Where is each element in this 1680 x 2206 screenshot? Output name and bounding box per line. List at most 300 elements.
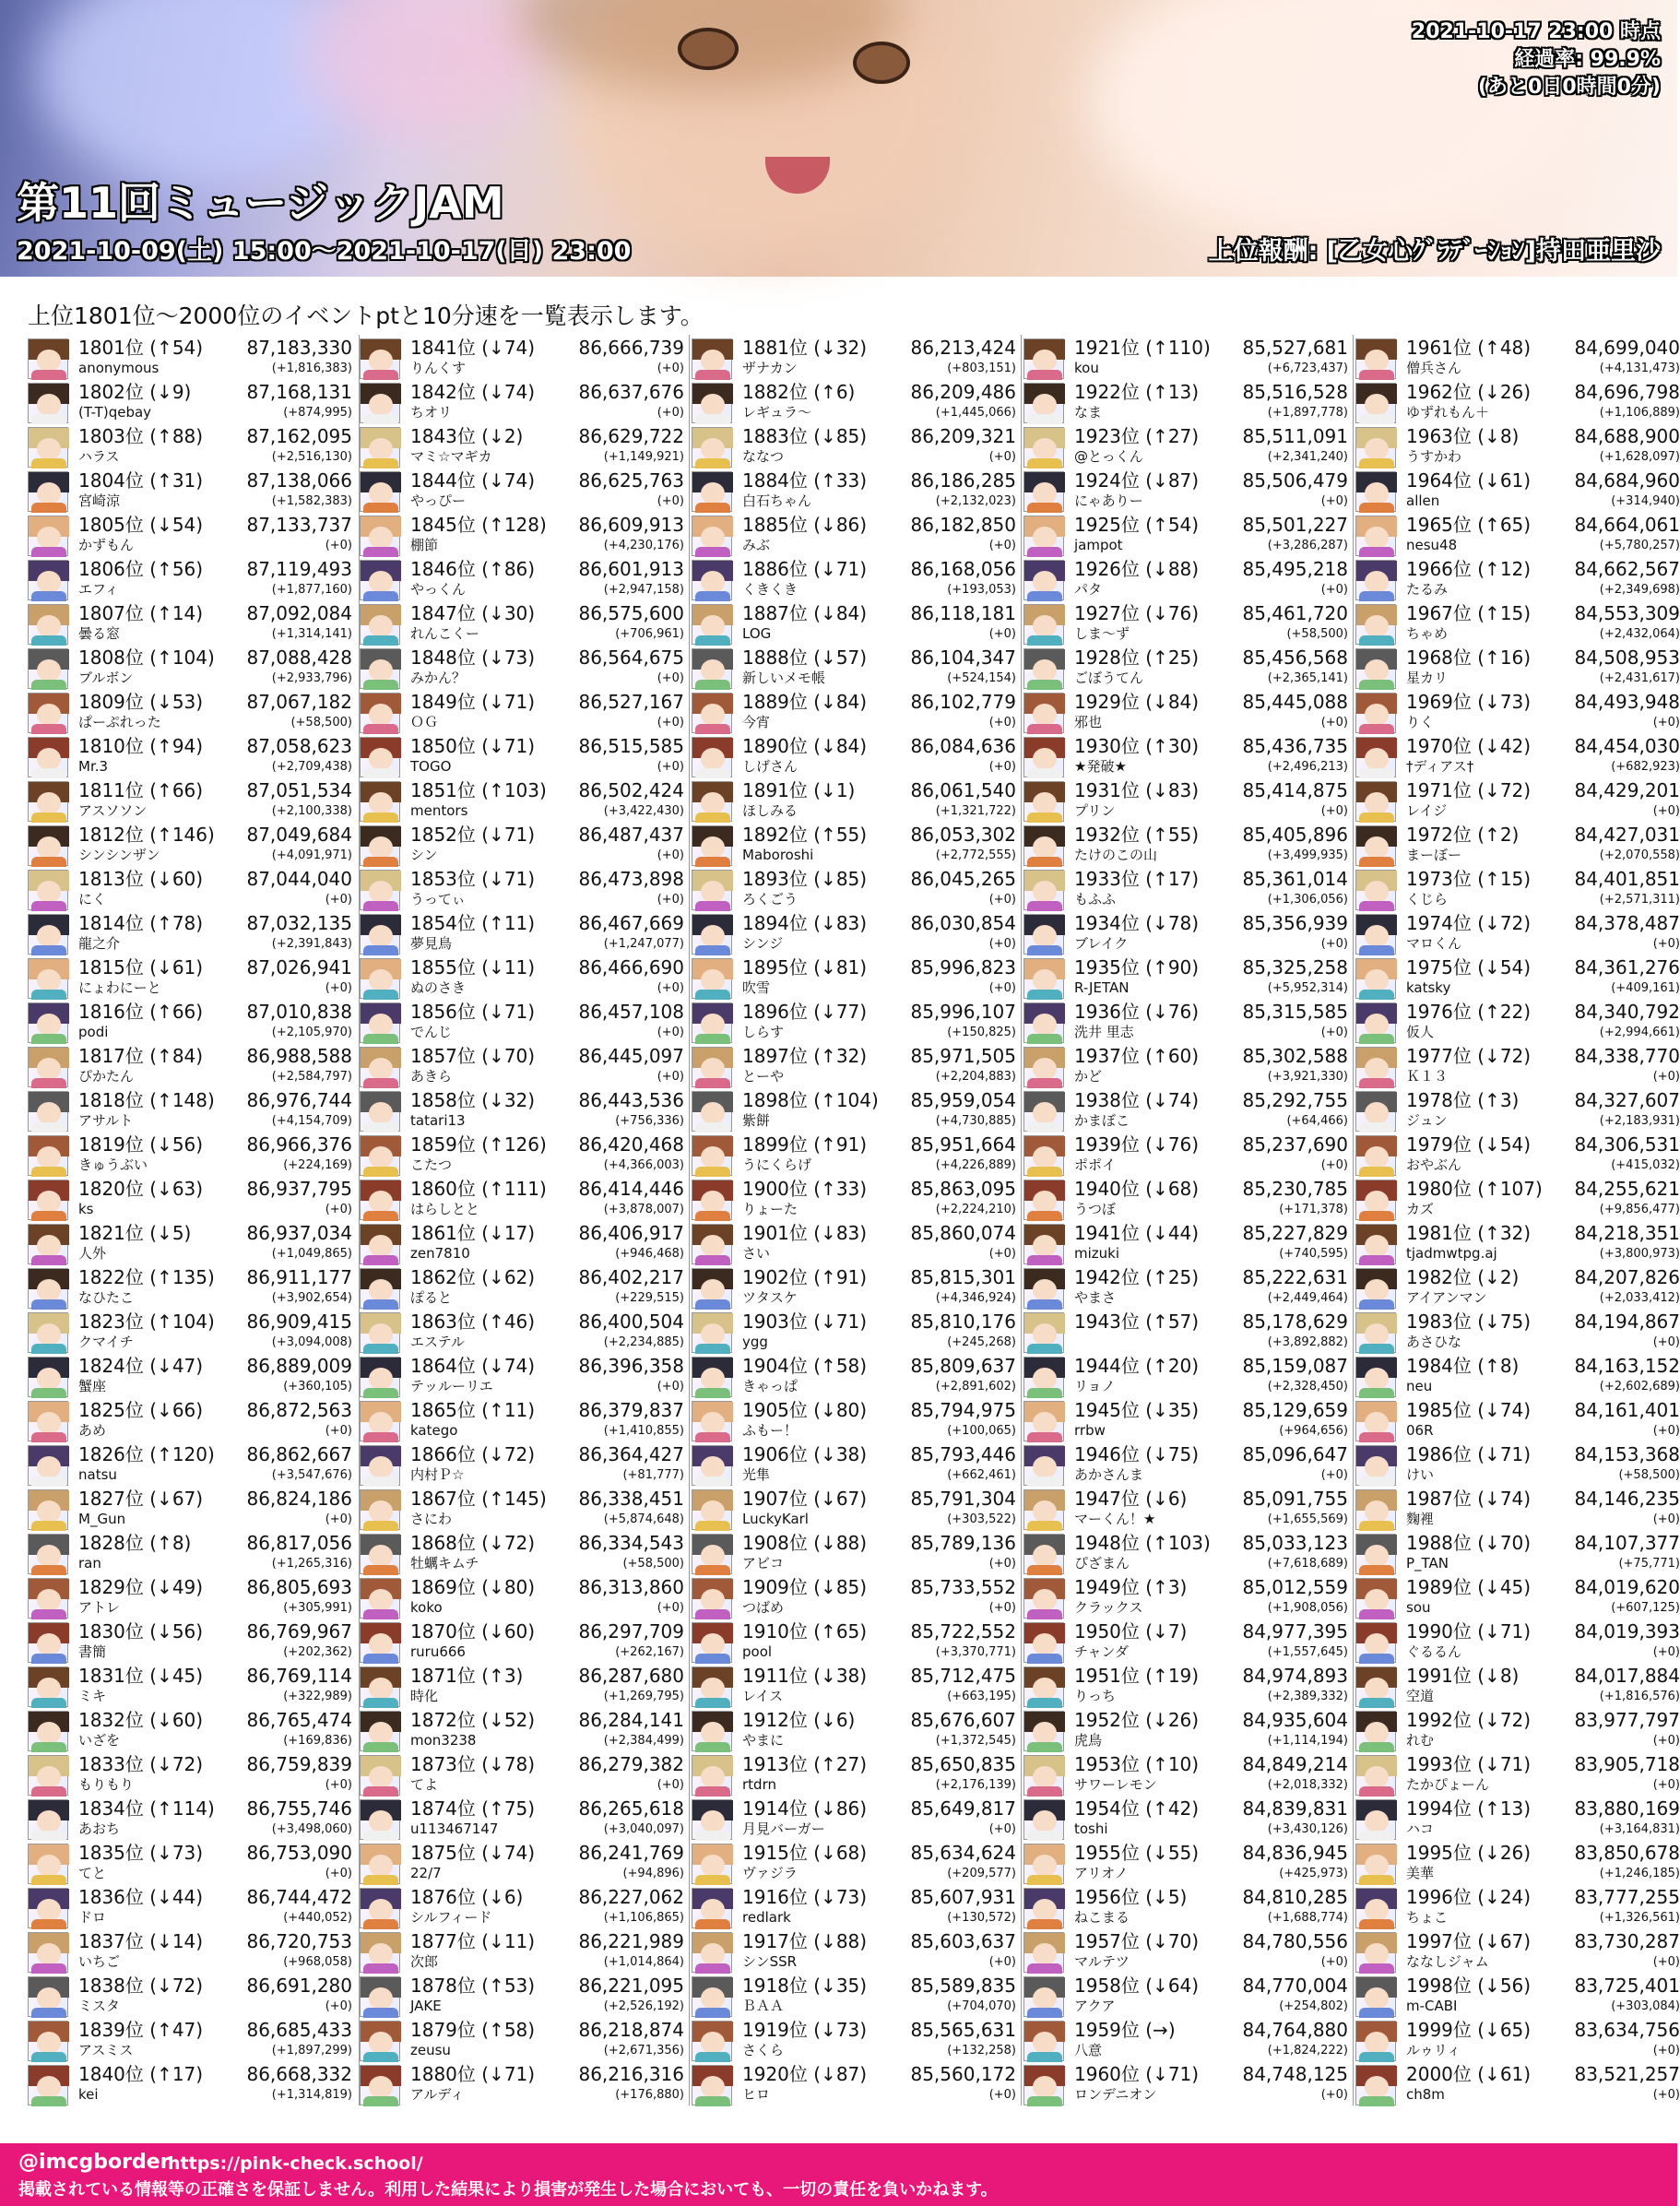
event-points: 85,527,681	[1242, 337, 1348, 359]
producer-name: アスミス	[78, 2042, 134, 2058]
ten-minute-speed: (+2,176,139)	[935, 1778, 1016, 1792]
rank-label: 1915位 (↓68)	[742, 1842, 868, 1864]
idol-face	[369, 1943, 393, 1965]
ranking-row	[1023, 1707, 1348, 1751]
rank-label: 1843位 (↓2)	[410, 425, 524, 447]
idol-face	[1365, 1855, 1389, 1877]
rank-label: 1943位 (↑57)	[1074, 1311, 1200, 1333]
producer-name: ぱーぷれった	[78, 714, 161, 730]
idol-face	[701, 1678, 725, 1700]
idol-face	[1033, 1943, 1057, 1965]
ten-minute-speed: (+0)	[1652, 1734, 1680, 1748]
ranking-row	[1355, 1176, 1680, 1220]
ranking-row	[692, 1707, 1016, 1751]
ten-minute-speed: (+0)	[988, 450, 1016, 464]
producer-name: リョノ	[1074, 1378, 1116, 1394]
rank-label: 1952位 (↓26)	[1074, 1709, 1200, 1731]
producer-name: クマイチ	[78, 1334, 134, 1350]
rank-label: 1959位 (→)	[1074, 2019, 1176, 2041]
producer-name: 麴裡	[1406, 1511, 1435, 1527]
rank-label: 1838位 (↓72)	[78, 1975, 204, 1997]
idol-face	[701, 704, 725, 726]
idol-icon	[360, 1357, 400, 1397]
ranking-row	[360, 999, 684, 1043]
ranking-row	[692, 822, 1016, 866]
idol-outfit	[31, 2096, 66, 2106]
event-points: 85,405,896	[1242, 824, 1348, 846]
rank-label: 1992位 (↓72)	[1406, 1709, 1532, 1731]
producer-name: りょーた	[742, 1201, 799, 1217]
producer-name: ザナカン	[742, 360, 798, 376]
event-points: 83,777,255	[1574, 1886, 1680, 1908]
idol-face	[369, 1412, 393, 1434]
disclaimer: 掲載されている情報等の正確さを保証しません。利用した結果により損害が発生した場合においても、一切の責任を負いかねます。	[18, 2180, 998, 2200]
idol-outfit	[363, 2096, 398, 2106]
ranking-row	[1355, 1264, 1680, 1309]
rank-label: 1958位 (↓64)	[1074, 1975, 1200, 1997]
event-points: 86,755,746	[246, 1797, 352, 1820]
ten-minute-speed: (+0)	[1320, 804, 1348, 818]
rank-label: 1921位 (↑110)	[1074, 337, 1211, 359]
rank-label: 1831位 (↓45)	[78, 1665, 204, 1687]
rank-label: 1922位 (↑13)	[1074, 381, 1200, 403]
ten-minute-speed: (+0)	[988, 981, 1016, 995]
producer-name: サワーレモン	[1074, 1776, 1157, 1793]
producer-name: 牡蠣キムチ	[410, 1555, 479, 1571]
event-points: 84,839,831	[1242, 1797, 1348, 1820]
idol-face	[1033, 659, 1057, 682]
producer-name: †ディアス†	[1406, 758, 1474, 775]
ranking-row	[692, 1840, 1016, 1884]
producer-name: りっち	[1074, 1688, 1117, 1704]
event-points: 84,107,377	[1574, 1532, 1680, 1554]
idol-face	[701, 1589, 725, 1611]
idol-icon	[1023, 1534, 1064, 1574]
ten-minute-speed: (+169,836)	[283, 1734, 352, 1748]
idol-face	[1033, 969, 1057, 991]
rank-label: 1807位 (↑14)	[78, 602, 204, 624]
idol-icon	[1023, 1489, 1064, 1530]
idol-icon	[360, 737, 400, 777]
idol-icon	[360, 1002, 400, 1043]
ten-minute-speed: (+2,602,689)	[1599, 1380, 1680, 1394]
idol-icon	[360, 338, 400, 379]
rank-label: 1847位 (↓30)	[410, 602, 536, 624]
ten-minute-speed: (+1,247,077)	[603, 937, 684, 951]
producer-name: テッルーリエ	[410, 1378, 493, 1394]
idol-icon	[692, 427, 732, 468]
event-points: 84,553,309	[1574, 602, 1680, 624]
event-points: 86,061,540	[910, 779, 1016, 801]
idol-icon	[1023, 958, 1064, 999]
idol-icon	[360, 1135, 400, 1176]
ten-minute-speed: (+0)	[1652, 716, 1680, 729]
ranking-row	[692, 556, 1016, 600]
ranking-row	[1355, 423, 1680, 468]
rank-label: 1935位 (↑90)	[1074, 956, 1200, 978]
ten-minute-speed: (+0)	[325, 1867, 352, 1880]
producer-name: 06R	[1406, 1422, 1434, 1439]
ten-minute-speed: (+58,500)	[1286, 627, 1348, 641]
idol-face	[37, 2032, 61, 2054]
rank-label: 1998位 (↓56)	[1406, 1975, 1532, 1997]
ten-minute-speed: (+2,033,412)	[1599, 1291, 1680, 1305]
idol-icon	[28, 1268, 68, 1309]
ranking-row	[28, 1530, 352, 1574]
event-points: 86,364,427	[578, 1443, 684, 1465]
producer-name: いちご	[78, 1953, 121, 1970]
producer-name: 八意	[1074, 2042, 1103, 2058]
idol-face	[37, 1279, 61, 1301]
rank-label: 1902位 (↑91)	[742, 1266, 868, 1288]
event-points: 87,067,182	[246, 691, 352, 713]
rank-label: 1801位 (↑54)	[78, 337, 204, 359]
timestamp-block	[1412, 18, 1661, 101]
idol-icon	[1023, 1445, 1064, 1486]
ranking-row	[28, 1486, 352, 1530]
ranking-row	[1023, 1663, 1348, 1707]
idol-icon	[692, 2065, 732, 2105]
rank-label: 1957位 (↓70)	[1074, 1930, 1200, 1952]
ten-minute-speed: (+1,372,545)	[935, 1734, 1016, 1748]
ten-minute-speed: (+0)	[1652, 1645, 1680, 1659]
event-points: 86,186,285	[910, 469, 1016, 492]
idol-icon	[28, 1002, 68, 1043]
event-points: 86,872,563	[246, 1399, 352, 1421]
idol-face	[1365, 969, 1389, 991]
event-points: 84,780,556	[1242, 1930, 1348, 1952]
idol-icon	[1355, 1711, 1396, 1751]
rank-label: 1860位 (↑111)	[410, 1178, 547, 1200]
event-points: 86,182,850	[910, 514, 1016, 536]
rank-label: 1823位 (↑104)	[78, 1311, 215, 1333]
rank-label: 1936位 (↓76)	[1074, 1001, 1200, 1023]
ten-minute-speed: (+64,466)	[1286, 1114, 1348, 1128]
event-points: 87,183,330	[246, 337, 352, 359]
event-points: 86,209,486	[910, 381, 1016, 403]
ranking-row	[28, 1087, 352, 1132]
idol-icon	[692, 781, 732, 822]
idol-face	[1365, 1678, 1389, 1700]
idol-face	[37, 748, 61, 770]
idol-icon	[28, 1135, 68, 1176]
event-points: 87,026,941	[246, 956, 352, 978]
idol-face	[37, 394, 61, 416]
ranking-row	[1023, 1574, 1348, 1619]
rank-label: 1855位 (↓11)	[410, 956, 536, 978]
ten-minute-speed: (+314,940)	[1611, 494, 1680, 508]
rank-label: 1988位 (↓70)	[1406, 1532, 1532, 1554]
event-points: 84,664,061	[1574, 514, 1680, 536]
producer-name: 棚節	[410, 537, 439, 553]
event-points: 86,313,860	[578, 1576, 684, 1598]
producer-name: ＢＡＡ	[742, 1998, 785, 2014]
producer-name: ぐるるん	[1406, 1643, 1462, 1660]
idol-face	[37, 1678, 61, 1700]
rank-label: 1927位 (↓76)	[1074, 602, 1200, 624]
event-points: 86,104,347	[910, 646, 1016, 669]
event-points: 84,427,031	[1574, 824, 1680, 846]
event-points: 86,753,090	[246, 1842, 352, 1864]
idol-icon	[1023, 2021, 1064, 2061]
idol-icon	[1355, 1489, 1396, 1530]
idol-icon	[1355, 1666, 1396, 1707]
rank-label: 1829位 (↓49)	[78, 1576, 204, 1598]
idol-icon	[1023, 1180, 1064, 1220]
idol-face	[1033, 1235, 1057, 1257]
event-points: 86,213,424	[910, 337, 1016, 359]
producer-name: ツタスケ	[742, 1289, 798, 1306]
idol-face	[1033, 748, 1057, 770]
ten-minute-speed: (+0)	[325, 1778, 352, 1792]
producer-name: アスソソン	[78, 802, 148, 819]
ten-minute-speed: (+2,018,332)	[1267, 1778, 1348, 1792]
producer-name: ruru666	[410, 1643, 466, 1660]
ranking-row	[692, 1220, 1016, 1264]
event-points: 86,637,676	[578, 381, 684, 403]
footer	[0, 2143, 1677, 2206]
idol-icon	[1023, 1844, 1064, 1884]
idol-icon	[692, 1002, 732, 1043]
ten-minute-speed: (+0)	[657, 362, 684, 375]
producer-name: ran	[78, 1555, 101, 1571]
ranking-row	[1355, 1751, 1680, 1796]
idol-icon	[28, 1224, 68, 1264]
idol-icon	[1023, 1135, 1064, 1176]
event-points: 85,012,559	[1242, 1576, 1348, 1598]
idol-face	[37, 1943, 61, 1965]
ten-minute-speed: (+303,522)	[947, 1512, 1016, 1526]
producer-name: 夢見鳥	[410, 935, 453, 952]
producer-name: 22/7	[410, 1865, 442, 1881]
event-points: 85,033,123	[1242, 1532, 1348, 1554]
event-points: 85,722,552	[910, 1620, 1016, 1643]
ranking-row	[1355, 468, 1680, 512]
idol-face	[701, 1633, 725, 1655]
idol-icon	[1355, 958, 1396, 999]
idol-face	[701, 1235, 725, 1257]
idol-face	[1033, 1014, 1057, 1036]
idol-face	[701, 925, 725, 947]
producer-name: ルゥリィ	[1406, 2042, 1461, 2058]
ranking-row	[1023, 379, 1348, 423]
producer-name: ふもー！	[742, 1422, 799, 1439]
ten-minute-speed: (+0)	[988, 1557, 1016, 1571]
producer-name: きゅうぶい	[78, 1156, 148, 1173]
producer-name: mentors	[410, 802, 468, 819]
idol-icon	[360, 693, 400, 733]
event-points: 87,044,040	[246, 868, 352, 890]
ranking-row	[360, 1264, 684, 1309]
ten-minute-speed: (+2,105,970)	[271, 1026, 352, 1039]
idol-icon	[1023, 825, 1064, 866]
ten-minute-speed: (+3,921,330)	[1267, 1070, 1348, 1084]
site-link[interactable]: https://pink-check.school/	[168, 2153, 423, 2174]
rank-label: 1863位 (↑46)	[410, 1311, 536, 1333]
idol-face	[37, 350, 61, 372]
rank-label: 1994位 (↑13)	[1406, 1797, 1532, 1820]
event-points: 86,443,536	[578, 1089, 684, 1111]
rank-label: 1879位 (↑58)	[410, 2019, 536, 2041]
rank-label: 1892位 (↑55)	[742, 824, 868, 846]
ten-minute-speed: (+3,878,007)	[603, 1203, 684, 1216]
ranking-row	[1355, 600, 1680, 645]
idol-icon	[360, 1445, 400, 1486]
idol-face	[1033, 1633, 1057, 1655]
ten-minute-speed: (+968,058)	[283, 1955, 352, 1969]
producer-name: チャンダ	[1074, 1643, 1129, 1660]
ranking-row	[1023, 1397, 1348, 1441]
ten-minute-speed: (+0)	[657, 1026, 684, 1039]
producer-name: アサルト	[78, 1112, 134, 1129]
idol-face	[369, 571, 393, 593]
idol-icon	[28, 1976, 68, 2017]
event-points: 87,133,737	[246, 514, 352, 536]
producer-name: koko	[410, 1599, 443, 1616]
event-title: 第11回ミュージックJAM	[17, 178, 504, 228]
rank-label: 1964位 (↓61)	[1406, 469, 1532, 492]
idol-face	[701, 350, 725, 372]
event-points: 85,292,755	[1242, 1089, 1348, 1111]
event-points: 86,379,837	[578, 1399, 684, 1421]
ranking-row	[1023, 1309, 1348, 1353]
ten-minute-speed: (+663,195)	[947, 1690, 1016, 1703]
idol-icon	[1023, 560, 1064, 600]
ranking-row	[1355, 1220, 1680, 1264]
ranking-row	[1023, 2017, 1348, 2061]
idol-face	[701, 1412, 725, 1434]
event-points: 86,937,795	[246, 1178, 352, 1200]
ten-minute-speed: (+0)	[988, 1955, 1016, 1969]
ranking-row	[360, 556, 684, 600]
idol-face	[37, 792, 61, 814]
event-points: 85,603,637	[910, 1930, 1016, 1952]
event-points: 85,791,304	[910, 1488, 1016, 1510]
idol-icon	[1355, 604, 1396, 645]
rank-label: 1989位 (↓45)	[1406, 1576, 1532, 1598]
rank-label: 1856位 (↓71)	[410, 1001, 536, 1023]
ranking-row	[28, 1707, 352, 1751]
idol-icon	[1355, 427, 1396, 468]
ten-minute-speed: (+1,265,316)	[271, 1557, 352, 1571]
intro-text: 上位1801位～2000位のイベントptと10分速を一覧表示します。	[28, 302, 704, 329]
event-points: 84,019,393	[1574, 1620, 1680, 1643]
ten-minute-speed: (+1,306,056)	[1267, 893, 1348, 907]
ranking-row	[692, 955, 1016, 999]
producer-name: アリオノ	[1074, 1865, 1129, 1881]
twitter-handle[interactable]: @imcgborder	[18, 2151, 171, 2174]
rank-label: 1836位 (↓44)	[78, 1886, 204, 1908]
ranking-row	[1023, 1751, 1348, 1796]
event-points: 86,457,108	[578, 1001, 684, 1023]
event-points: 86,976,744	[246, 1089, 352, 1111]
ten-minute-speed: (+1,582,383)	[271, 494, 352, 508]
ranking-row	[692, 1619, 1016, 1663]
idol-face	[1365, 615, 1389, 637]
idol-face	[701, 482, 725, 504]
producer-name: うってぃ	[410, 891, 466, 907]
producer-name: アビコ	[742, 1555, 785, 1571]
idol-icon	[1355, 1135, 1396, 1176]
rank-label: 1866位 (↓72)	[410, 1443, 536, 1465]
ten-minute-speed: (+1,314,819)	[271, 2088, 352, 2102]
idol-icon	[692, 1224, 732, 1264]
producer-name: とーや	[742, 1068, 785, 1085]
rank-label: 1862位 (↓62)	[410, 1266, 536, 1288]
producer-name: M_Gun	[78, 1511, 126, 1527]
event-points: 86,668,332	[246, 2063, 352, 2085]
producer-name: ks	[78, 1201, 94, 1217]
ranking-row	[1023, 1043, 1348, 1087]
idol-face	[37, 1323, 61, 1346]
ranking-row	[1355, 1309, 1680, 1353]
idol-face	[701, 659, 725, 682]
event-points: 84,146,235	[1574, 1488, 1680, 1510]
idol-icon	[360, 1799, 400, 1840]
ten-minute-speed: (+0)	[1320, 1158, 1348, 1172]
idol-icon	[28, 1932, 68, 1973]
idol-icon	[360, 1489, 400, 1530]
idol-icon	[1023, 471, 1064, 512]
producer-name: ミスタ	[78, 1998, 121, 2014]
ten-minute-speed: (+1,314,141)	[271, 627, 352, 641]
rank-label: 1942位 (↑25)	[1074, 1266, 1200, 1288]
rank-label: 1990位 (↓71)	[1406, 1620, 1532, 1643]
producer-name: てと	[78, 1865, 107, 1881]
ranking-row	[692, 1176, 1016, 1220]
idol-face	[701, 438, 725, 460]
rank-label: 1960位 (↓71)	[1074, 2063, 1200, 2085]
idol-icon	[28, 1180, 68, 1220]
producer-name: Ｋ１３	[1406, 1068, 1449, 1085]
producer-name: たるみ	[1406, 581, 1449, 598]
ten-minute-speed: (+0)	[988, 716, 1016, 729]
idol-icon	[1023, 914, 1064, 955]
event-points: 85,607,931	[910, 1886, 1016, 1908]
rank-label: 1971位 (↓72)	[1406, 779, 1532, 801]
ranking-row	[360, 645, 684, 689]
idol-icon	[360, 1976, 400, 2017]
rank-label: 1923位 (↑27)	[1074, 425, 1200, 447]
idol-face	[1033, 1722, 1057, 1744]
ten-minute-speed: (+704,070)	[947, 1999, 1016, 2013]
idol-icon	[360, 1091, 400, 1132]
idol-icon	[1023, 1666, 1064, 1707]
ten-minute-speed: (+3,286,287)	[1267, 539, 1348, 552]
event-points: 84,764,880	[1242, 2019, 1348, 2041]
ranking-row	[28, 1264, 352, 1309]
ten-minute-speed: (+740,595)	[1279, 1247, 1348, 1261]
producer-name: 月見バーガー	[742, 1821, 825, 1837]
producer-name: 龍之介	[78, 935, 121, 952]
idol-face	[369, 1987, 393, 2010]
idol-face	[701, 615, 725, 637]
producer-name: 書簡	[78, 1643, 107, 1660]
idol-face	[701, 1899, 725, 1921]
producer-name: シンジ	[742, 935, 784, 952]
rank-label: 1904位 (↑58)	[742, 1355, 868, 1377]
idol-icon	[28, 1622, 68, 1663]
ranking-row	[28, 1176, 352, 1220]
producer-name: 内村Ｐ☆	[410, 1466, 465, 1483]
event-points: 86,769,967	[246, 1620, 352, 1643]
ranking-row	[1355, 1707, 1680, 1751]
idol-face	[701, 792, 725, 814]
idol-face	[369, 2032, 393, 2054]
rank-label: 1802位 (↓9)	[78, 381, 192, 403]
idol-icon	[692, 1534, 732, 1574]
rank-label: 1939位 (↓76)	[1074, 1133, 1200, 1156]
